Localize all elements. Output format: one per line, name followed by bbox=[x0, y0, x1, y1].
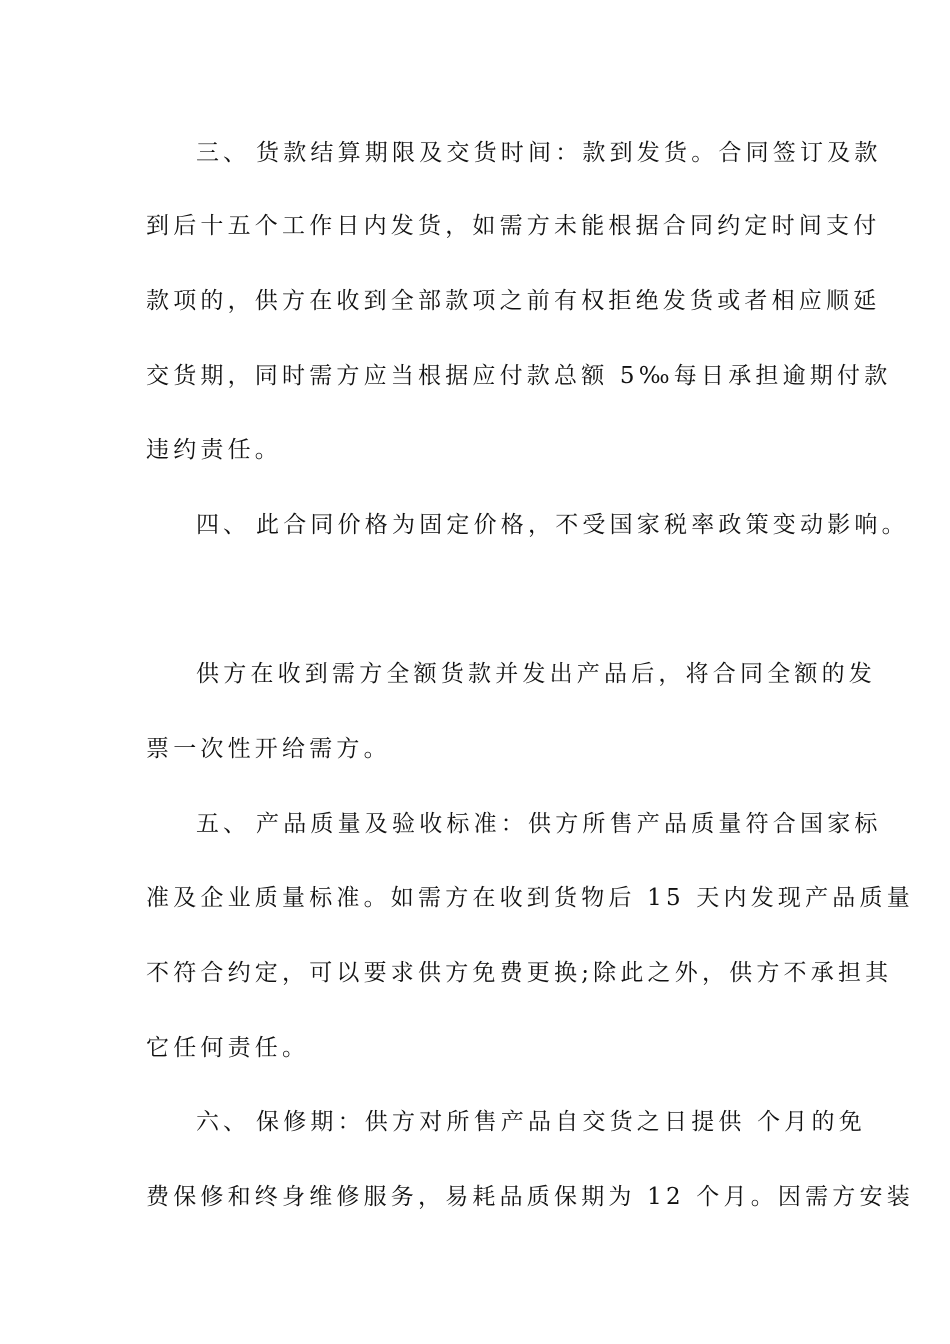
section-6-line-1 bbox=[196, 1107, 876, 1137]
section-3-number: 三、 bbox=[196, 140, 250, 166]
section-3-line-2: 到后十五个工作日内发货，如需方未能根据合同约定时间支付 bbox=[146, 213, 881, 239]
section-6-line-2: 费保修和终身维修服务，易耗品质保期为 12 个月。因需方安装 bbox=[146, 1184, 914, 1210]
section-6-text-1: 保修期：供方对所售产品自交货之日提供 个月的免 bbox=[256, 1109, 866, 1135]
section-4-text-1: 此合同价格为固定价格，不受国家税率政策变动影响。 bbox=[256, 512, 909, 538]
section-3-text-1: 货款结算期限及交货时间：款到发货。合同签订及款 bbox=[256, 140, 882, 166]
section-6-number: 六、 bbox=[196, 1109, 250, 1135]
section-3-line-1 bbox=[196, 138, 882, 168]
section-5-number: 五、 bbox=[196, 811, 250, 837]
section-4-line-1 bbox=[196, 510, 909, 540]
section-5-line-4: 它任何责任。 bbox=[146, 1035, 310, 1061]
section-4-number: 四、 bbox=[196, 512, 250, 538]
invoice-paragraph-line-2: 票一次性开给需方。 bbox=[146, 736, 391, 762]
section-5-line-2: 准及企业质量标准。如需方在收到货物后 15 天内发现产品质量 bbox=[146, 885, 914, 911]
section-3-line-5: 违约责任。 bbox=[146, 437, 282, 463]
section-5-text-1: 产品质量及验收标准：供方所售产品质量符合国家标 bbox=[256, 811, 882, 837]
invoice-paragraph-line-1: 供方在收到需方全额货款并发出产品后，将合同全额的发 bbox=[196, 661, 876, 687]
section-5-line-1 bbox=[196, 809, 882, 839]
section-3-line-4: 交货期，同时需方应当根据应付款总额 5‰每日承担逾期付款 bbox=[146, 363, 892, 389]
section-3-line-3: 款项的，供方在收到全部款项之前有权拒绝发货或者相应顺延 bbox=[146, 288, 881, 314]
section-5-line-3: 不符合约定，可以要求供方免费更换;除此之外，供方不承担其 bbox=[146, 960, 893, 986]
